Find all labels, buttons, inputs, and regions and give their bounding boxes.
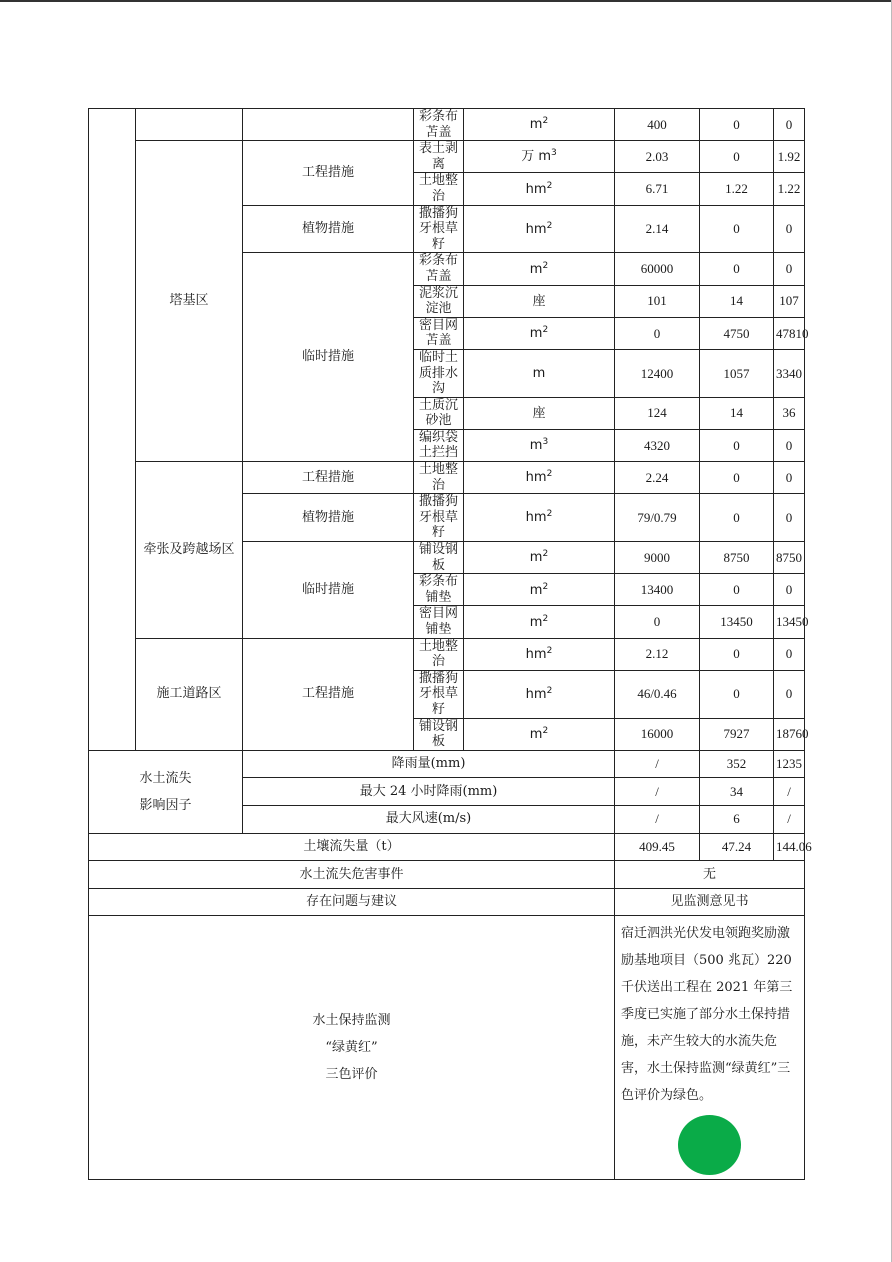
table-row <box>89 888 805 916</box>
value-cell: / <box>615 778 700 806</box>
category-cell: 临时措施 <box>243 542 414 639</box>
unit-cell: $m^2$ <box>464 317 615 349</box>
category-cell: 临时措施 <box>243 253 414 462</box>
value-cell: 4750 <box>700 317 774 349</box>
value-cell: 0 <box>700 205 774 253</box>
value-cell: 124 <box>615 397 700 429</box>
value-cell: 0 <box>700 670 774 718</box>
table-row <box>89 833 805 861</box>
value-cell: 0 <box>774 462 805 494</box>
measure-cell: 土地整治 <box>414 173 464 205</box>
value-cell: 1235 <box>774 750 805 778</box>
unit-cell: $m^2$ <box>464 109 615 141</box>
value-cell: 14 <box>700 285 774 317</box>
value-cell: 47.24 <box>700 833 774 861</box>
factor-name: 最大风速(m/s) <box>243 805 615 833</box>
evaluation-label-line: 水土保持监测 <box>312 1013 391 1029</box>
value-cell: 1.22 <box>774 173 805 205</box>
unit-cell: $m^2$ <box>464 606 615 638</box>
measure-cell: 彩条布铺垫 <box>414 574 464 606</box>
value-cell: 34 <box>700 778 774 806</box>
unit-cell: $m^2$ <box>464 253 615 285</box>
monitoring-table <box>88 108 812 1180</box>
project-zone-header-cell <box>89 109 136 751</box>
green-status-icon <box>678 1115 741 1175</box>
soil-loss-label: 土壤流失量（t） <box>89 833 615 861</box>
value-cell: 47810 <box>774 317 805 349</box>
measure-cell: 泥浆沉淀池 <box>414 285 464 317</box>
value-cell: 12400 <box>615 349 700 397</box>
value-cell: 0 <box>774 670 805 718</box>
unit-cell: $hm^2$ <box>464 462 615 494</box>
value-cell: / <box>615 750 700 778</box>
value-cell: 0 <box>700 141 774 173</box>
value-cell: 13450 <box>774 606 805 638</box>
evaluation-cell <box>615 916 805 1180</box>
table-row <box>89 462 805 494</box>
zone-cell: 牵张及跨越场区 <box>136 462 243 639</box>
value-cell: 6.71 <box>615 173 700 205</box>
issues-value: 见监测意见书 <box>615 888 805 916</box>
value-cell: 400 <box>615 109 700 141</box>
category-cell: 工程措施 <box>243 462 414 494</box>
value-cell: / <box>774 778 805 806</box>
zone-cell: 施工道路区 <box>136 638 243 750</box>
evaluation-label-line: 三色评价 <box>325 1067 378 1083</box>
value-cell: 13450 <box>700 606 774 638</box>
value-cell: 0 <box>700 109 774 141</box>
unit-cell: $hm^2$ <box>464 670 615 718</box>
value-cell: 0 <box>700 253 774 285</box>
value-cell: 4320 <box>615 429 700 461</box>
value-cell: 0 <box>700 494 774 542</box>
value-cell: 0 <box>774 494 805 542</box>
value-cell: 0 <box>774 429 805 461</box>
hazard-value: 无 <box>615 861 805 889</box>
value-cell: 1.22 <box>700 173 774 205</box>
table-row <box>89 916 805 1180</box>
value-cell: 2.14 <box>615 205 700 253</box>
value-cell: 0 <box>774 109 805 141</box>
value-cell: 46/0.46 <box>615 670 700 718</box>
value-cell: 0 <box>700 638 774 670</box>
measure-cell: 土质沉砂池 <box>414 397 464 429</box>
value-cell: 8750 <box>774 542 805 574</box>
measure-cell: 撒播狗牙根草籽 <box>414 670 464 718</box>
category-cell: 工程措施 <box>243 141 414 205</box>
value-cell: 1057 <box>700 349 774 397</box>
value-cell: 79/0.79 <box>615 494 700 542</box>
value-cell: 0 <box>700 574 774 606</box>
value-cell: 14 <box>700 397 774 429</box>
value-cell: 6 <box>700 805 774 833</box>
table-row <box>89 141 805 173</box>
value-cell: 16000 <box>615 718 700 750</box>
measure-cell: 铺设钢板 <box>414 542 464 574</box>
page-top-border <box>0 0 892 2</box>
unit-cell: 座 <box>464 397 615 429</box>
measure-cell: 密目网铺垫 <box>414 606 464 638</box>
factors-label <box>89 750 243 833</box>
value-cell: / <box>774 805 805 833</box>
value-cell: 2.24 <box>615 462 700 494</box>
value-cell: 0 <box>700 429 774 461</box>
unit-cell: m <box>464 349 615 397</box>
table-row <box>89 861 805 889</box>
value-cell: 2.03 <box>615 141 700 173</box>
category-cell: 工程措施 <box>243 638 414 750</box>
factor-name: 最大 24 小时降雨(mm) <box>243 778 615 806</box>
value-cell: 60000 <box>615 253 700 285</box>
unit-cell: $m^2$ <box>464 718 615 750</box>
value-cell: 0 <box>615 606 700 638</box>
issues-label: 存在问题与建议 <box>89 888 615 916</box>
category-cell <box>243 109 414 141</box>
value-cell: 0 <box>774 253 805 285</box>
measure-cell: 铺设钢板 <box>414 718 464 750</box>
value-cell: 9000 <box>615 542 700 574</box>
unit-cell: $hm^2$ <box>464 173 615 205</box>
unit-cell: $m^3$ <box>464 429 615 461</box>
value-cell: 18760 <box>774 718 805 750</box>
measure-cell: 临时土质排水沟 <box>414 349 464 397</box>
measure-cell: 彩条布苫盖 <box>414 253 464 285</box>
measure-cell: 撒播狗牙根草籽 <box>414 494 464 542</box>
evaluation-label-line: “绿黄红” <box>325 1040 378 1056</box>
value-cell: 36 <box>774 397 805 429</box>
value-cell: 1.92 <box>774 141 805 173</box>
zone-cell: 塔基区 <box>136 141 243 462</box>
value-cell: 0 <box>700 462 774 494</box>
value-cell: 0 <box>615 317 700 349</box>
evaluation-text: 宿迁泗洪光伏发电领跑奖励激励基地项目（500 兆瓦）220 千伏送出工程在 2021 年第三季度已实施了部分水土保持措施，未产生较大的水流失危害，水土保持监测“绿黄红”三色评价为绿色。 <box>621 926 793 1104</box>
value-cell: 3340 <box>774 349 805 397</box>
value-cell: 101 <box>615 285 700 317</box>
factors-label-line: 影响因子 <box>139 797 192 813</box>
value-cell: 2.12 <box>615 638 700 670</box>
value-cell: / <box>615 805 700 833</box>
category-cell: 植物措施 <box>243 205 414 253</box>
unit-cell: $hm^2$ <box>464 638 615 670</box>
value-cell: 13400 <box>615 574 700 606</box>
measure-cell: 编织袋土拦挡 <box>414 429 464 461</box>
unit-cell: 万 $m^3$ <box>464 141 615 173</box>
table-row <box>89 750 805 778</box>
factors-label-line: 水土流失 <box>139 770 192 786</box>
measure-cell: 撒播狗牙根草籽 <box>414 205 464 253</box>
measure-cell: 表土剥离 <box>414 141 464 173</box>
hazard-label: 水土流失危害事件 <box>89 861 615 889</box>
value-cell: 144.06 <box>774 833 805 861</box>
factor-name: 降雨量(mm) <box>243 750 615 778</box>
value-cell: 8750 <box>700 542 774 574</box>
table-row <box>89 109 805 141</box>
zone-cell <box>136 109 243 141</box>
measure-cell: 土地整治 <box>414 638 464 670</box>
value-cell: 7927 <box>700 718 774 750</box>
value-cell: 0 <box>774 205 805 253</box>
value-cell: 0 <box>774 638 805 670</box>
value-cell: 352 <box>700 750 774 778</box>
value-cell: 409.45 <box>615 833 700 861</box>
category-cell: 植物措施 <box>243 494 414 542</box>
value-cell: 107 <box>774 285 805 317</box>
unit-cell: $hm^2$ <box>464 205 615 253</box>
measure-cell: 土地整治 <box>414 462 464 494</box>
measure-cell: 彩条布苫盖 <box>414 109 464 141</box>
table-row <box>89 638 805 670</box>
unit-cell: $m^2$ <box>464 574 615 606</box>
unit-cell: $m^2$ <box>464 542 615 574</box>
unit-cell: 座 <box>464 285 615 317</box>
value-cell: 0 <box>774 574 805 606</box>
evaluation-label <box>89 916 615 1180</box>
unit-cell: $hm^2$ <box>464 494 615 542</box>
measure-cell: 密目网苫盖 <box>414 317 464 349</box>
